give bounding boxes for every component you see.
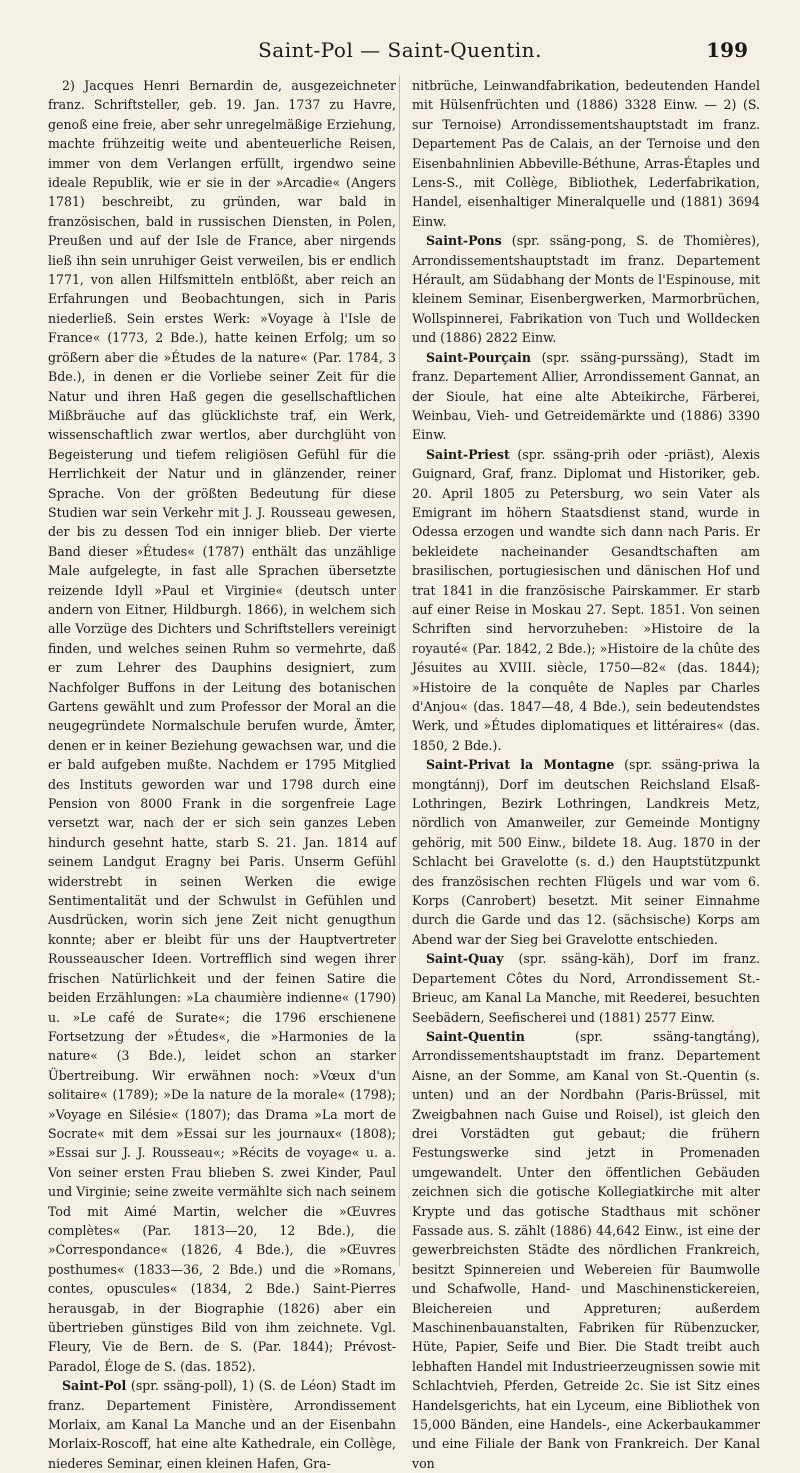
entry-saint-quentin: [412, 1027, 760, 1473]
entry-continuation: nitbrüche, Leinwandfabrikation, bedeutenden Handel mit Hülsenfrüchten und (1886) 3328 Einw. — 2) (S. sur Ternoise) Arrondissementshauptstadt im franz. Departement Pas de Calais, an der Ternoise und den Eisenbahnlinien Abbeville-Béthune, Arras-Étaples und Lens-S., mit Collège, Bibliothek, Lederfabrikation, Handel, eisenhaltiger Mineralquelle und (1881) 3694 Einw.: [412, 78, 760, 229]
entry-text: (spr. ssäng-pong, S. de Thomières), Arrondissementshauptstadt im franz. Departement Hérault, am Südabhang der Monts de l'Espinouse, mit kleinem Seminar, Eisenbergwerken, Marmorbrüchen, Wollspinnerei, Fabrikation von Tuch und Wolldecken und (1886) 2822 Einw.: [412, 233, 760, 346]
entry-text: (spr. ssäng-poll), 1) (S. de Léon) Stadt im franz. Departement Finistère, Arrondissement Morlaix, am Kanal La Manche und an der Eisenbahn Morlaix-Roscoff, hat eine alte Kathedrale, ein Collège, niederes Seminar, einen kleinen Hafen, Gra-: [48, 1378, 396, 1471]
page-number: 199: [706, 38, 748, 62]
entry-saint-pourcain: [412, 348, 760, 445]
entry-text: (spr. ssäng-priwa la mongtánnj), Dorf im deutschen Reichsland Elsaß-Lothringen, Bezirk Lothringen, Landkreis Metz, nördlich von Amanweiler, zur Gemeinde Montigny gehörig, mit 500 Einw., bildete 18. Aug. 1870 in der Schlacht bei Gravelotte (s. d.) den Hauptstützpunkt des französischen rechten Flügels und war vom 6. Korps (Canrobert) besetzt. Mit seiner Einnahme durch die Garde und das 12. (sächsische) Korps am Abend war der Sieg bei Gravelotte entschieden.: [412, 757, 760, 947]
entry-text: (spr. ssäng-purssäng), Stadt im franz. Departement Allier, Arrondissement Gannat, an der Sioule, hat eine alte Abteikirche, Färberei, Weinbau, Vieh- und Getreidemärkte und (1886) 3390 Einw.: [412, 349, 760, 443]
entry-text: (spr. ssäng-prih oder -priäst), Alexis Guignard, Graf, franz. Diplomat und Historiker, geb. 20. April 1805 zu Petersburg, wo sein Vater als Emigrant im höhern Staatsdienst stand, wurde in Odessa erzogen und wandte sich dann nach Paris. Er bekleidete nacheinander Gesandtschaften am brasilischen, portugiesischen und dänischen Hof und trat 1841 in die französische Pairskammer. Er starb auf einer Reise in Moskau 27. Sept. 1851. Von seinen Schriften sind hervorzuheben: »Histoire de la royauté« (Par. 1842, 2 Bde.); »Histoire de la chûte des Jésuites au XVIII. siècle, 1750—82« (das. 1844); »Histoire de la conquête de Naples par Charles d'Anjou« (das. 1847—48, 4 Bde.), sein bedeutendstes Werk, und »Études diplomatiques et littéraires« (das. 1850, 2 Bde.).: [412, 446, 760, 753]
entry-saint-privat: [412, 755, 760, 949]
entry-bernardin: 2) Jacques Henri Bernardin de, ausgezeichneter franz. Schriftsteller, geb. 19. Jan. 1737 zu Havre, genoß eine freie, aber sehr unregelmäßige Erziehung, machte frühzeitig weite und abenteuerliche Reisen, immer von dem Verlangen erfüllt, irgendwo seine ideale Republik, wie er sie in der »Arcadie« (Angers 1781) beschreibt, zu gründen, war bald in französischen, bald in russischen Diensten, in Polen, Preußen und auf der Isle de France, aber nirgends ließ ihn sein unruhiger Geist verweilen, bis er endlich 1771, von allen Hilfsmitteln entblößt, aber reich an Erfahrungen und Beobachtungen, sich in Paris niederließ. Sein erstes Werk: »Voyage à l'Isle de France« (1773, 2 Bde.), hatte keinen Erfolg; um so größern aber die »Études de la nature« (Par. 1784, 3 Bde.), in denen er die Vorliebe seiner Zeit für die Natur und ihren Haß gegen die gesellschaftlichen Mißbräuche auf das glücklichste traf, ein Werk, wissenschaftlich zwar wertlos, aber durchglüht von Begeisterung und tiefem religiösen Gefühl für die Herrlichkeit der Natur und in glänzender, reiner Sprache. Von der größten Bedeutung für diese Studien war sein Verkehr mit J. J. Rousseau gewesen, der bis zu dessen Tod ein inniger blieb. Der vierte Band dieser »Études« (1787) enthält das unzählige Male aufgelegte, in fast alle Sprachen übersetzte reizende Idyll »Paul et Virginie« (deutsch unter andern von Eitner, Hildburgh. 1866), in welchem sich alle Vorzüge des Dichters und Schriftstellers vereinigt finden, und welches seinen Ruhm so vermehrte, daß er zum Lehrer des Dauphins designiert, zum Nachfolger Buffons in der Leitung des botanischen Gartens gewählt und zum Professor der Moral an die neugegründete Normalschule berufen wurde, Ämter, denen er in keiner Beziehung gewachsen war, und die er bald aufgeben mußte. Nachdem er 1795 Mitglied des Instituts geworden war und 1798 durch eine Pension von 8000 Frank in die sorgenfreie Lage versetzt war, nach der er sich sein ganzes Leben hindurch gesehnt hatte, starb S. 21. Jan. 1814 auf seinem Landgut Eragny bei Paris. Unserm Gefühl widerstrebt in seinen Werken die ewige Sentimentalität und der Schwulst in Gefühlen und Ausdrücken, worin sich jene Zeit nicht genugthun konnte; aber er bleibt für uns der Hauptvertreter Rousseauscher Ideen. Vortrefflich sind wegen ihrer frischen Natürlichkeit und der feinen Satire die beiden Erzählungen: »La chaumière indienne« (1790) u. »Le café de Surate«; die 1796 erschienene Fortsetzung der »Études«, die »Harmonies de la nature« (3 Bde.), leidet schon an starker Übertreibung. Wir erwähnen noch: »Vœux d'un solitaire« (1789); »De la nature de la morale« (1798); »Voyage en Silésie« (1807); das Drama »La mort de Socrate« mit dem »Essai sur les journaux« (1808); »Essai sur J. J. Rousseau«; »Récits de voyage« u. a. Von seiner ersten Frau blieben S. zwei Kinder, Paul und Virginie; seine zweite vermählte sich nach seinem Tod mit Aimé Martin, welcher die »Œuvres complètes« (Par. 1813—20, 12 Bde.), die »Correspondance« (1826, 4 Bde.), die »Œuvres posthumes« (1833—36, 2 Bde.) und die »Romans, contes, opuscules« (1834, 2 Bde.) Saint-Pierres herausgab, in der Biographie (1826) aber ein übertrieben günstiges Bild von ihm zeichnete. Vgl. Fleury, Vie de Bern. de S. (Par. 1844); Prévost-Paradol, Éloge de S. (das. 1852).: [48, 78, 396, 1374]
entry-saint-pons: [412, 231, 760, 347]
page-header: [40, 34, 760, 70]
headword: Saint-Priest: [426, 446, 510, 462]
entry-saint-priest: [412, 445, 760, 756]
right-column: [412, 76, 760, 1471]
running-title: Saint-Pol — Saint-Quentin.: [258, 38, 542, 62]
column-divider: [399, 76, 400, 1266]
headword: Saint-Quentin: [426, 1028, 525, 1044]
left-column: [48, 76, 396, 1471]
entry-text: (spr. ssäng-käh), Dorf im franz. Departement Côtes du Nord, Arrondissement St.-Brieuc, am Kanal La Manche, mit Reederei, besuchten Seebädern, Seefischerei und (1881) 2577 Einw.: [412, 951, 760, 1025]
headword: Saint-Pol: [62, 1378, 127, 1394]
entry-saint-quay: [412, 949, 760, 1027]
headword: Saint-Pourçain: [426, 349, 531, 365]
headword: Saint-Pons: [426, 233, 502, 249]
headword: Saint-Privat la Montagne: [426, 757, 615, 773]
entry-saint-pol: [48, 1376, 396, 1473]
entry-text: (spr. ssäng-tangtáng), Arrondissementshauptstadt im franz. Departement Aisne, an der Somme, am Kanal von St.-Quentin (s. unten) und an der Nordbahn (Paris-Brüssel, mit Zweigbahnen nach Guise und Roisel), ist gleich den drei Vorstädten gut gebaut; die frühern Festungswerke sind jetzt in Promenaden umgewandelt. Unter den öffentlichen Gebäuden zeichnen sich die gotische Kollegiatkirche mit alter Krypte und das gotische Stadthaus mit schöner Fassade aus. S. zählt (1886) 44,642 Einw., ist eine der gewerbreichsten Städte des nördlichen Frankreich, besitzt Spinnereien und Webereien für Baumwolle und Schafwolle, Hand- und Maschinenstickereien, Bleichereien und Appreturen; außerdem Maschinenbauanstalten, Fabriken für Rübenzucker, Hüte, Papier, Seife und Bier. Die Stadt treibt auch lebhaften Handel mit Industrieerzeugnissen sowie mit Schlachtvieh, Pferden, Getreide 2c. Sie ist Sitz eines Handelsgerichts, hat ein Lyceum, eine Bibliothek von 15,000 Bänden, eine Handels-, eine Ackerbaukammer und eine Filiale der Bank von Frankreich. Der Kanal von: [412, 1028, 760, 1471]
headword: Saint-Quay: [426, 951, 504, 967]
